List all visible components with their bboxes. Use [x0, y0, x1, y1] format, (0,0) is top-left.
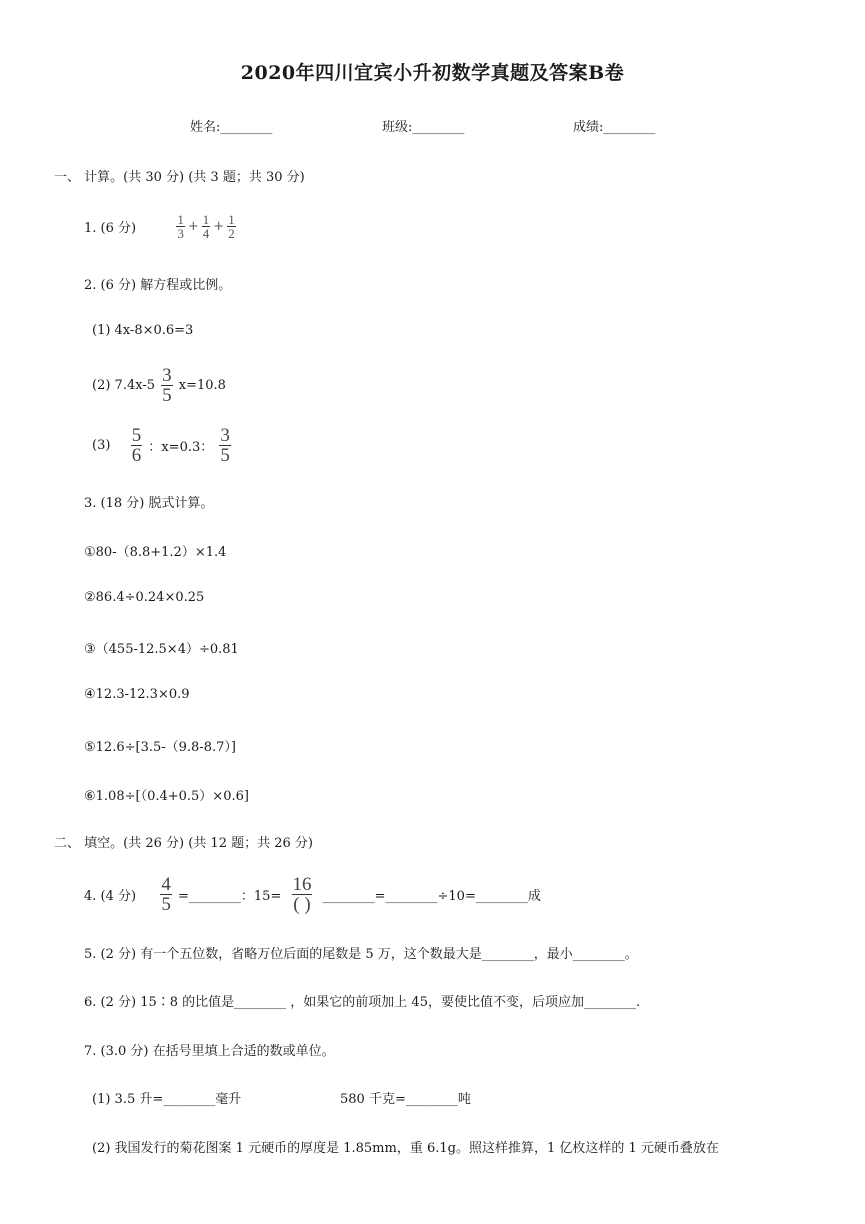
- fraction-1-3: $\frac{1}{3}$: [177, 212, 184, 241]
- score-field: 成绩:________: [573, 120, 656, 135]
- question-7-prompt: 7. (3.0 分) 在括号里填上合适的数或单位。: [84, 1044, 335, 1059]
- question-6: 6. (2 分) 15∶8 的比值是________ ，如果它的前项加上 45，要使比值不变，后项应加________.: [84, 995, 641, 1010]
- class-field: 班级:________: [382, 120, 465, 135]
- calc-item-4: ④12.3-12.3×0.9: [84, 687, 190, 702]
- question-2-part-2: (2) 7.4x-5 $\frac{3}{5}$ x=10.8: [92, 365, 226, 406]
- fraction-4-5: $\frac{4}{5}$: [161, 874, 171, 915]
- plus-sign: +: [213, 219, 225, 234]
- question-3-prompt: 3. (18 分) 脱式计算。: [84, 496, 214, 511]
- question-2-part-1: (1) 4x-8×0.6=3: [92, 323, 194, 338]
- calc-item-1: ①80-（8.8+1.2）×1.4: [84, 545, 227, 560]
- section-2-heading: 二、 填空。(共 26 分) (共 12 题；共 26 分): [54, 836, 313, 851]
- question-4: 4. (4 分) $\frac{4}{5}$ =________：15= $\frac{16}{( )}$ ________=________÷10=________成: [84, 874, 541, 915]
- question-1: [84, 213, 238, 240]
- fraction-1-2: $\frac{1}{2}$: [228, 212, 235, 241]
- calc-item-6: ⑥1.08÷[（0.4+0.5）×0.6]: [84, 789, 249, 804]
- fraction-3-5: $\frac{3}{5}$: [220, 425, 230, 466]
- fraction-3-5: $\frac{3}{5}$: [162, 365, 172, 406]
- question-7-part-2: (2) 我国发行的菊花图案 1 元硬币的厚度是 1.85mm，重 6.1g。照这样推算，1 亿枚这样的 1 元硬币叠放在: [92, 1141, 719, 1156]
- fraction-1-4: $\frac{1}{4}$: [202, 212, 210, 241]
- page-title: 2020年四川宜宾小升初数学真题及答案B卷: [240, 62, 625, 84]
- section-1-heading: 一、 计算。(共 30 分) (共 3 题；共 30 分): [54, 170, 305, 185]
- question-2-part-3: (3) $\frac{5}{6}$ ：x=0.3： $\frac{3}{5}$: [92, 425, 230, 466]
- fraction-16-blank: $\frac{16}{( )}$: [292, 874, 312, 915]
- plus-sign: +: [187, 219, 199, 234]
- name-field: 姓名:________: [190, 120, 273, 135]
- calc-item-2: ②86.4÷0.24×0.25: [84, 590, 205, 605]
- question-7-part-1b: 580 千克=________吨: [340, 1092, 471, 1107]
- fraction-5-6: $\frac{5}{6}$: [131, 425, 142, 466]
- calc-item-5: ⑤12.6÷[3.5-（9.8-8.7）]: [84, 740, 236, 755]
- question-1-prefix: 1. (6 分): [84, 221, 137, 236]
- question-7-part-1a: (1) 3.5 升=________毫升: [92, 1092, 242, 1107]
- calc-item-3: ③（455-12.5×4）÷0.81: [84, 642, 239, 657]
- question-5: 5. (2 分) 有一个五位数，省略万位后面的尾数是 5 万，这个数最大是________，最小________。: [84, 947, 638, 962]
- question-2-prompt: 2. (6 分) 解方程或比例。: [84, 278, 232, 293]
